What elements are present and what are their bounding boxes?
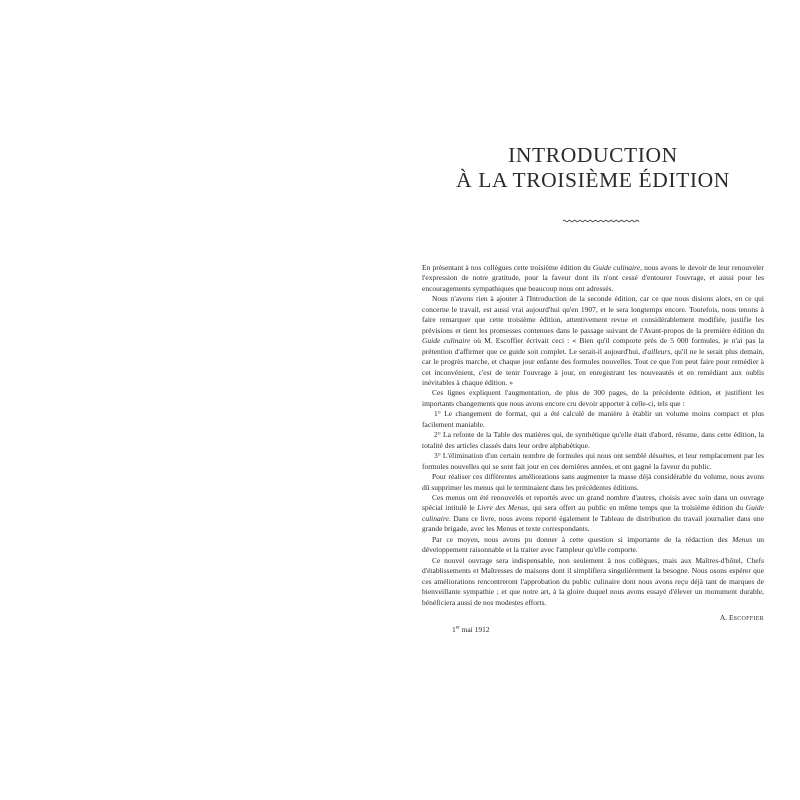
- paragraph-text: un développement raisonnable et la traiter avec l'ampleur qu'elle comporte.: [422, 534, 765, 555]
- italic-text: Livre des Menus: [477, 503, 528, 513]
- paragraph: [422, 451, 764, 472]
- paragraph-text: . Dans ce livre, nous avons reporté également le Tableau de distribution du travail journalier dans une grande brigade, avec les Menus et texte correspondants.: [422, 513, 764, 534]
- paragraph-text: Par ce moyen, nous avons pu donner à cette question si importante de la rédaction des: [432, 534, 733, 544]
- paragraph: [422, 294, 764, 388]
- italic-text: Guide culinaire: [422, 503, 765, 523]
- date-day-suffix: er: [455, 625, 460, 631]
- paragraph-text: Pour réaliser ces différentes améliorations sans augmenter la masse déjà considérable du volume, nous avons dû supprimer les menus qui le terminaient dans les précédentes éditions.: [422, 472, 764, 492]
- italic-text: Guide culinaire: [592, 263, 641, 272]
- paragraph-text: 2° La refonte de la Table des matières qui, de synthétique qu'elle était d'abord, résume, dans cette édition, la totalité des articles classés dans leur ordre alphabétique.: [422, 430, 764, 450]
- date-line: [452, 625, 490, 634]
- paragraph: [422, 556, 764, 608]
- paragraph: [422, 409, 764, 430]
- chapter-title-line-2: À LA TROISIÈME ÉDITION: [456, 168, 730, 192]
- paragraph: [422, 430, 764, 451]
- paragraph: [422, 472, 764, 493]
- paragraph-text: où M. Escoffier écrivait ceci : « Bien qu'il comporte près de 5 000 formules, je n'ai pas la prétention d'affirmer que ce guide soit complet. Le serait-il aujourd'hui, d': [422, 336, 764, 356]
- paragraph-text: Ces menus ont été renouvelés et reportés avec un grand nombre d'autres, choisis avec soin dans un ouvrage spécial intitulé le: [422, 492, 764, 513]
- italic-text: ailleurs: [647, 346, 671, 356]
- signature-initial: A. E: [719, 613, 734, 622]
- italic-text: Menus: [732, 534, 753, 544]
- paragraph-text: , qu'il ne le serait plus demain, car le progrès marche, et chaque jour enfante des formules nouvelles. Tout ce que l'on peut faire pour remédier à cet inconvénient, c'est de tenir l'ouvrage à jour, en enregistrant les nouveautés et en remédiant aux oublis inévitables à chaque édition. »: [422, 346, 764, 387]
- chapter-title: [422, 143, 764, 193]
- paragraph-text: Ce nouvel ouvrage sera indispensable, non seulement à nos collègues, mais aux Maîtres-d'hôtel, Chefs d'établissements et Maîtresses de maisons dont il simplifiera singulièrement la besogne. Nous osons espérer que ces améliorations rencontreront l'approbation du public culinaire dont nous avons reçu déjà tant de marques de bienveillante sympathie ; et que notre art, à la gloire duquel nous avons essayé d'élever un monument durable, bénéficiera aussi de nos modestes efforts.: [422, 555, 764, 607]
- paragraph-text: En présentant à nos collègues cette troisième édition du: [422, 263, 593, 272]
- paragraph: [422, 388, 764, 409]
- date-day: 1: [452, 625, 456, 634]
- italic-text: Guide culinaire: [422, 336, 471, 346]
- paragraph-text: 3° L'élimination d'un certain nombre de formules qui nous ont semblé désuètes, et leur remplacement par les formules nouvelles qui se sont fait jour en ces dernières années, et ont gagné la faveur du public.: [422, 451, 764, 471]
- chapter-title-line-1: INTRODUCTION: [508, 143, 678, 167]
- paragraph: [422, 535, 764, 556]
- paragraph-text: , qui sera offert au public en même temps que la troisième édition du: [527, 503, 746, 513]
- author-signature: [600, 613, 764, 622]
- paragraph: [422, 493, 764, 535]
- signature-name: SCOFFIER: [733, 616, 764, 622]
- introduction-body: [422, 263, 764, 608]
- paragraph: [422, 263, 764, 294]
- date-rest: mai 1912: [459, 625, 490, 634]
- paragraph-text: Nous n'avons rien à ajouter à l'Introduction de la seconde édition, car ce que nous disions alors, en ce qui concerne le travail, est aussi vrai aujourd'hui qu'en 1907, et le sera longtemps encore. Toutefois, nous tenons à faire remarquer que cette troisième édition, attentivement revue et considérablement modifiée, justifie les prévisions et tient les promesses contenues dans le passage suivant de l'Avant-propos de la première édition du: [422, 294, 764, 335]
- paragraph-text: , nous avons le devoir de leur renouveler l'expression de notre gratitude, pour la faveur dont ils n'ont cessé d'entourer l'ouvrage, et aussi pour les encouragements sympathiques que beaucoup nous ont adressés.: [422, 263, 764, 293]
- wavy-line-ornament-icon: [563, 216, 639, 226]
- paragraph-text: Ces lignes expliquent l'augmentation, de plus de 300 pages, de la précédente édition, et justifient les importants changements que nous avons encore cru devoir apporter à celle-ci, tels que :: [422, 388, 764, 408]
- paragraph-text: 1° Le changement de format, qui a été calculé de manière à établir un volume moins compact et plus facilement maniable.: [422, 409, 764, 429]
